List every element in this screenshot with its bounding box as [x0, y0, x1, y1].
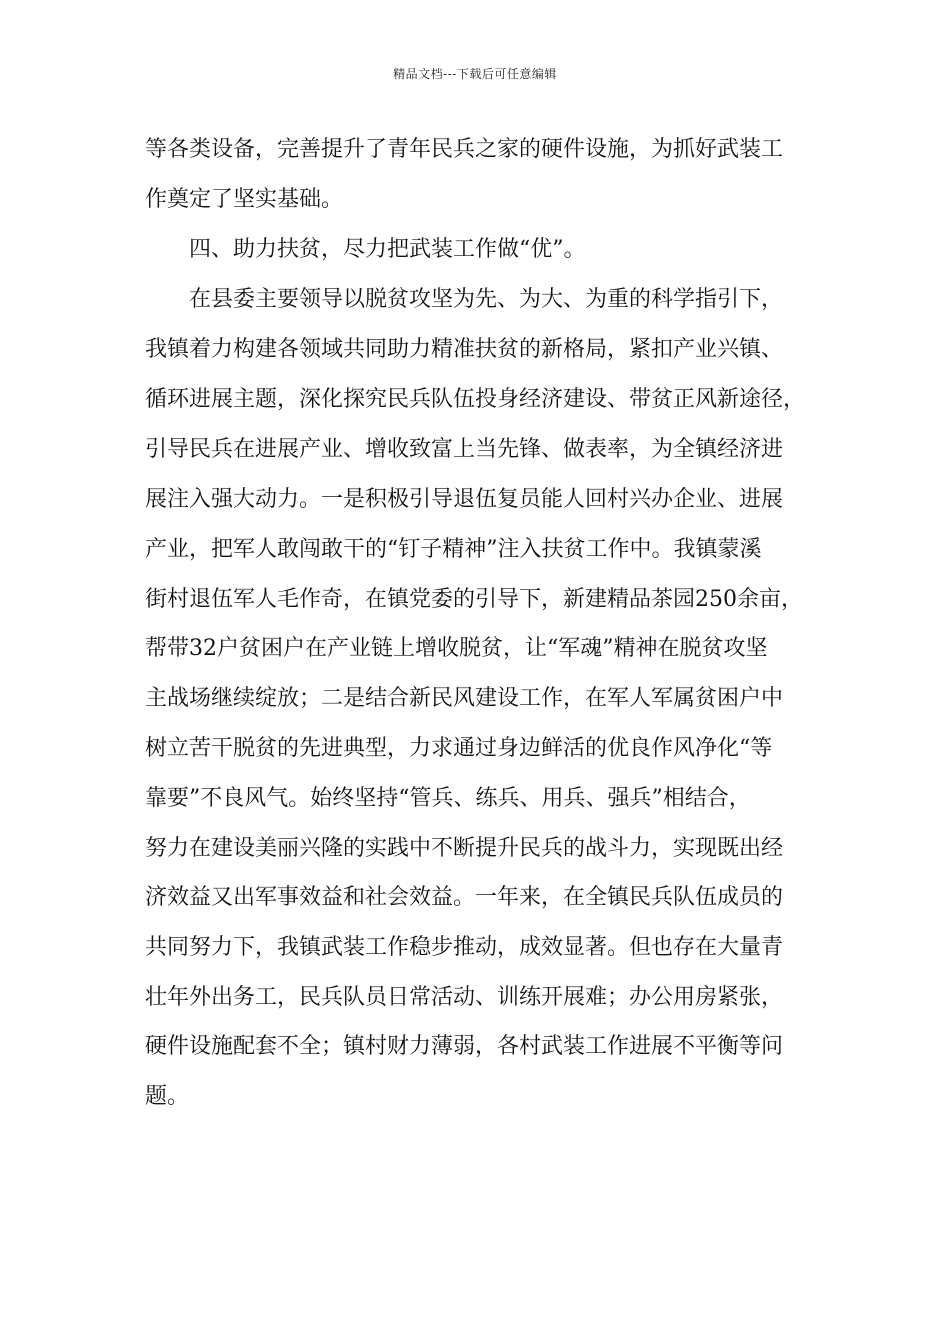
body-line: 靠要”不良风气。始终坚持“管兵、练兵、用兵、强兵”相结合， [145, 786, 751, 811]
section-heading: 四、助力扶贫，尽力把武装工作做“优”。 [189, 237, 586, 262]
body-line: 街村退伍军人毛作奇，在镇党委的引导下，新建精品茶园250余亩， [145, 587, 803, 612]
page-header: 精品文档---下载后可任意编辑 [393, 67, 557, 81]
body-line: 济效益又出军事效益和社会效益。一年来，在全镇民兵队伍成员的 [145, 885, 784, 910]
body-line: 努力在建设美丽兴隆的实践中不断提升民兵的战斗力，实现既出经 [145, 836, 784, 861]
body-line: 产业，把军人敢闯敢干的“钉子精神”注入扶贫工作中。我镇蒙溪 [145, 537, 762, 562]
body-line: 共同努力下，我镇武装工作稳步推动，成效显著。但也存在大量青 [145, 935, 784, 960]
body-line: 树立苦干脱贫的先进典型，力求通过身边鲜活的优良作风净化“等 [145, 736, 773, 761]
body-line: 主战场继续绽放；二是结合新民风建设工作，在军人军属贫困户中 [145, 686, 784, 711]
body-line: 壮年外出务工，民兵队员日常活动、训练开展难；办公用房紧张， [145, 985, 784, 1010]
body-line: 硬件设施配套不全；镇村财力薄弱，各村武装工作进展不平衡等问 [145, 1034, 784, 1059]
body-line: 展注入强大动力。一是积极引导退伍复员能人回村兴办企业、进展 [145, 487, 784, 512]
body-line: 引导民兵在进展产业、增收致富上当先锋、做表率，为全镇经济进 [145, 437, 784, 462]
body-line: 我镇着力构建各领域共同助力精准扶贫的新格局，紧扣产业兴镇、 [145, 337, 784, 362]
body-line: 作奠定了坚实基础。 [145, 187, 344, 212]
body-line: 题。 [145, 1084, 190, 1109]
body-line: 帮带32户贫困户在产业链上增收脱贫，让“军魂”精神在脱贫攻坚 [145, 636, 768, 661]
body-line: 在县委主要领导以脱贫攻坚为先、为大、为重的科学指引下， [189, 287, 784, 312]
body-line: 等各类设备，完善提升了青年民兵之家的硬件设施，为抓好武装工 [145, 137, 784, 162]
body-line: 循环进展主题，深化探究民兵队伍投身经济建设、带贫正风新途径， [145, 387, 806, 412]
